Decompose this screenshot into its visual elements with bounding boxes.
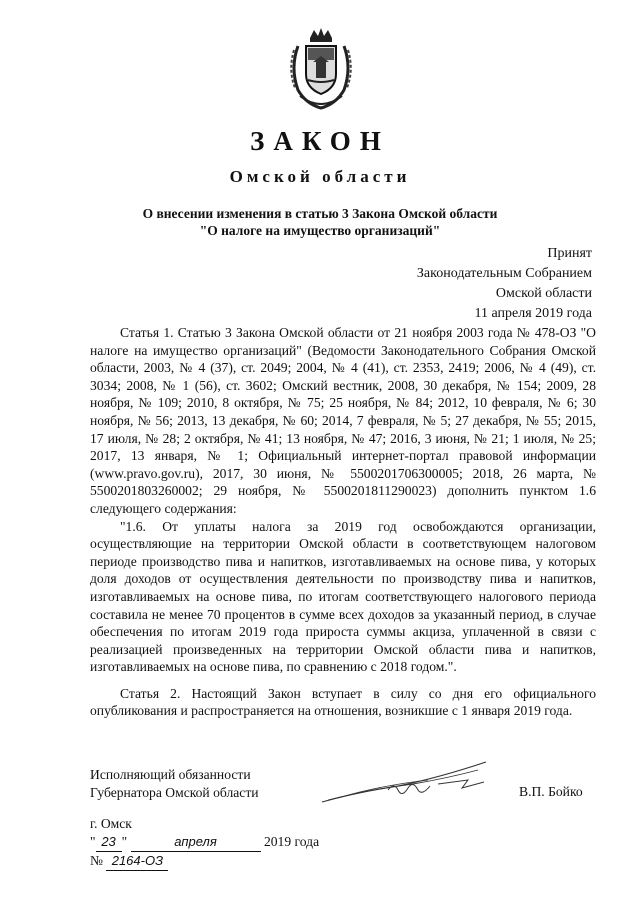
signing-place-date [90,815,319,871]
law-number-label: № [90,853,103,868]
adoption-line-2: Законодательным Собранием [416,266,592,281]
signing-city: г. Омск [90,816,132,831]
law-number: 2164-ОЗ [106,852,168,871]
signing-day: 23 [96,833,122,852]
law-body [90,324,596,720]
adoption-line-1: Принят [547,246,592,261]
law-heading [60,205,580,239]
signatory-line-1: Исполняющий обязанности [90,767,251,782]
signing-month: апреля [131,833,261,852]
adoption-info [417,244,592,324]
clause-1-6: "1.6. От уплаты налога за 2019 год освобождаются организации, осуществляющие на территории Омской области в соответствующем налоговом периоде производство пива и напитков, изготавливаемых на основе пива, у которых доля доходов от осуществления деятельности по производству пива и напитков, изготавливаемых на основе пива, по итогам соответствующего налогового периода составила не менее 70 процентов в сумме всех доходов за указанный период, в случае обеспечения по итогам 2019 года прироста суммы акциза, уплаченной в связи с реализацией произведенных на территории Омской области пива и напитков, изготавливаемых на основе пива, по сравнению с 2018 годом.". [90,518,596,675]
date-close-quote: " [121,834,128,849]
law-heading-line-1: О внесении изменения в статью 3 Закона Омской области [142,206,498,221]
adoption-date: 11 апреля 2019 года [474,306,592,321]
adoption-line-3: Омской области [495,286,592,301]
coat-of-arms-icon [286,24,356,112]
handwritten-signature [318,756,493,811]
signatory-name: В.П. Бойко [519,784,583,799]
signatory-line-2: Губернатора Омской области [90,784,259,800]
article-2: Статья 2. Настоящий Закон вступает в силу со дня его официального опубликования и распространяется на отношения, возникшие с 1 января 2019 года. [90,685,596,719]
signing-year: 2019 года [263,834,320,849]
law-heading-line-2: "О налоге на имущество организаций" [199,223,441,238]
document-title: ЗАКОН [250,126,390,156]
signatory-position [90,766,259,801]
article-1: Статья 1. Статью 3 Закона Омской области от 21 ноября 2003 года № 478-ОЗ "О налоге на имущество организаций" (Ведомости Законодательного Собрания Омской области, 2003, № 4 (37), ст. 2049; 2004, № 4 (41), ст. 2353, 2419; 2006, № 4 (49), ст. 3034; 2008, № 1 (56), ст. 3602; Омский вестник, 2008, 30 декабря, № 154; 2009, 28 ноября, № 109; 2010, 8 октября, № 75; 25 ноября, № 84; 2012, 10 февраля, № 6; 30 ноября, № 56; 2013, 13 декабря, № 60; 2014, 7 февраля, № 5; 27 декабря, № 55; 2015, 17 июля, № 28; 2 октября, № 41; 13 ноября, № 47; 2016, 3 июня, № 21; 1 июля, № 25; 2017, 13 января, № 1; Официальный интернет-портал правовой информации (www.pravo.gov.ru), 2017, 30 июня, № 5500201706300005; 2018, 26 марта, № 5500201803260002; 29 ноября, № 5500201811290023) дополнить пунктом 1.6 следующего содержания: [90,325,596,516]
law-number-line [90,852,319,871]
signing-date [90,833,319,852]
date-open-quote: " [90,834,96,849]
document-subtitle: Омской области [229,167,411,186]
